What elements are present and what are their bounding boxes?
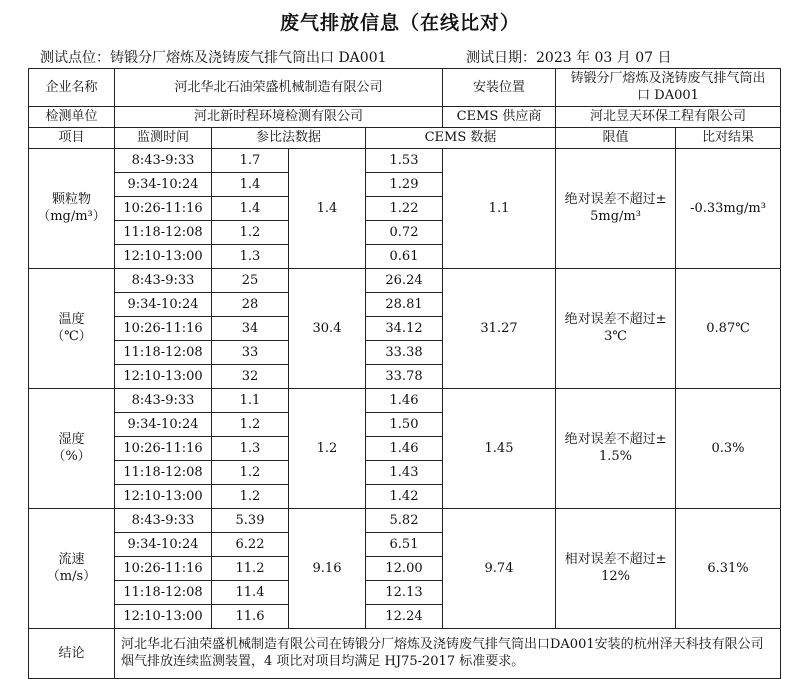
inspect-value: 河北新时程环境检测有限公司 [115, 107, 443, 128]
time-cell: 11:18-12:08 [115, 221, 212, 245]
item-name: 流速 [58, 552, 85, 568]
test-point-label: 测试点位： [40, 50, 110, 66]
ref-average: 1.4 [289, 149, 366, 269]
limit-cell [556, 269, 676, 389]
ref-value: 1.3 [212, 245, 289, 269]
ref-value: 28 [212, 293, 289, 317]
cems-value: 1.42 [366, 485, 443, 509]
measurement-row [29, 509, 781, 533]
measurement-row [29, 269, 781, 293]
limit-line-1: 绝对误差不超过± [564, 312, 667, 328]
ref-value: 33 [212, 341, 289, 365]
conclusion-label: 结论 [29, 629, 115, 679]
cems-value: 1.43 [366, 461, 443, 485]
measurement-row [29, 149, 781, 173]
company-value: 河北华北石油荣盛机械制造有限公司 [115, 69, 443, 107]
item-name: 温度 [58, 312, 85, 328]
item-unit: （℃） [51, 328, 92, 344]
ref-value: 1.2 [212, 413, 289, 437]
cems-value: 12.24 [366, 605, 443, 629]
ref-value: 1.4 [212, 173, 289, 197]
item-unit: （mg/m³） [37, 208, 106, 224]
header-result: 比对结果 [676, 128, 781, 149]
time-cell: 12:10-13:00 [115, 365, 212, 389]
item-cell [29, 509, 115, 629]
ref-value: 5.39 [212, 509, 289, 533]
item-cell [29, 269, 115, 389]
time-cell: 12:10-13:00 [115, 245, 212, 269]
ref-value: 34 [212, 317, 289, 341]
header-time: 监测时间 [115, 128, 212, 149]
ref-value: 11.6 [212, 605, 289, 629]
ref-value: 32 [212, 365, 289, 389]
ref-value: 1.3 [212, 437, 289, 461]
conclusion-row [29, 629, 781, 679]
cems-average: 1.45 [443, 389, 556, 509]
time-cell: 9:34-10:24 [115, 293, 212, 317]
measurement-row [29, 389, 781, 413]
cems-value: 33.78 [366, 365, 443, 389]
header-ref: 参比法数据 [212, 128, 366, 149]
ref-value: 11.2 [212, 557, 289, 581]
header-row [29, 128, 781, 149]
result-cell: 0.3% [676, 389, 781, 509]
ref-value: 1.7 [212, 149, 289, 173]
cems-supplier-value: 河北昱天环保工程有限公司 [556, 107, 781, 128]
time-cell: 10:26-11:16 [115, 317, 212, 341]
time-cell: 8:43-9:33 [115, 149, 212, 173]
item-cell [29, 389, 115, 509]
cems-value: 1.46 [366, 389, 443, 413]
time-cell: 11:18-12:08 [115, 341, 212, 365]
cems-value: 34.12 [366, 317, 443, 341]
result-cell: -0.33mg/m³ [676, 149, 781, 269]
cems-value: 1.29 [366, 173, 443, 197]
company-row [29, 69, 781, 107]
limit-line-1: 相对误差不超过± [564, 552, 667, 568]
test-date-label: 测试日期： [466, 50, 536, 66]
time-cell: 12:10-13:00 [115, 485, 212, 509]
limit-line-1: 绝对误差不超过± [564, 192, 667, 208]
header-limit: 限值 [556, 128, 676, 149]
install-value [556, 69, 781, 107]
limit-cell [556, 149, 676, 269]
cems-value: 0.61 [366, 245, 443, 269]
ref-value: 1.1 [212, 389, 289, 413]
cems-value: 1.53 [366, 149, 443, 173]
cems-average: 1.1 [443, 149, 556, 269]
limit-line-2: 1.5% [599, 448, 633, 464]
ref-average: 30.4 [289, 269, 366, 389]
result-cell: 0.87℃ [676, 269, 781, 389]
limit-line-2: 12% [601, 568, 630, 584]
cems-value: 12.13 [366, 581, 443, 605]
emission-table [28, 68, 781, 679]
item-unit: （m/s） [46, 568, 97, 584]
limit-cell [556, 389, 676, 509]
cems-value: 1.50 [366, 413, 443, 437]
item-name: 湿度 [58, 432, 85, 448]
test-point-value: 铸锻分厂熔炼及浇铸废气排气筒出口 DA001 [110, 50, 387, 66]
test-point [40, 47, 387, 67]
conclusion-text: 河北华北石油荣盛机械制造有限公司在铸锻分厂熔炼及浇铸废气排气筒出口DA001安装的杭州泽天科技有限公司烟气排放连续监测装置，4 项比对项目均满足 HJ75-2017 标准要求。 [115, 629, 781, 679]
limit-line-2: 5mg/m³ [590, 208, 641, 224]
install-value-line-1: 铸锻分厂熔炼及浇铸废气排气筒出 [570, 71, 766, 87]
time-cell: 9:34-10:24 [115, 533, 212, 557]
item-name: 颗粒物 [51, 192, 91, 208]
limit-line-1: 绝对误差不超过± [564, 432, 667, 448]
ref-value: 1.2 [212, 485, 289, 509]
ref-value: 1.2 [212, 221, 289, 245]
cems-value: 33.38 [366, 341, 443, 365]
header-item: 项目 [29, 128, 115, 149]
time-cell: 9:34-10:24 [115, 413, 212, 437]
time-cell: 8:43-9:33 [115, 509, 212, 533]
ref-value: 11.4 [212, 581, 289, 605]
limit-cell [556, 509, 676, 629]
time-cell: 10:26-11:16 [115, 557, 212, 581]
result-cell: 6.31% [676, 509, 781, 629]
item-cell [29, 149, 115, 269]
test-date [466, 47, 672, 67]
time-cell: 12:10-13:00 [115, 605, 212, 629]
install-label: 安装位置 [443, 69, 556, 107]
ref-average: 1.2 [289, 389, 366, 509]
install-value-line-2: 口 DA001 [637, 87, 699, 103]
item-unit: （%） [52, 448, 91, 464]
cems-value: 28.81 [366, 293, 443, 317]
ref-value: 1.4 [212, 197, 289, 221]
test-date-value: 2023 年 03 月 07 日 [536, 50, 672, 66]
ref-value: 6.22 [212, 533, 289, 557]
page-title: 废气排放信息（在线比对） [279, 12, 520, 34]
ref-average: 9.16 [289, 509, 366, 629]
cems-average: 31.27 [443, 269, 556, 389]
time-cell: 9:34-10:24 [115, 173, 212, 197]
limit-line-2: 3℃ [604, 328, 627, 344]
cems-value: 1.46 [366, 437, 443, 461]
cems-value: 5.82 [366, 509, 443, 533]
time-cell: 10:26-11:16 [115, 197, 212, 221]
time-cell: 10:26-11:16 [115, 437, 212, 461]
cems-value: 6.51 [366, 533, 443, 557]
header-cems: CEMS 数据 [366, 128, 556, 149]
time-cell: 11:18-12:08 [115, 581, 212, 605]
time-cell: 8:43-9:33 [115, 269, 212, 293]
cems-average: 9.74 [443, 509, 556, 629]
cems-value: 26.24 [366, 269, 443, 293]
cems-value: 1.22 [366, 197, 443, 221]
cems-value: 0.72 [366, 221, 443, 245]
ref-value: 1.2 [212, 461, 289, 485]
inspect-label: 检测单位 [29, 107, 115, 128]
cems-supplier-label: CEMS 供应商 [443, 107, 556, 128]
cems-value: 12.00 [366, 557, 443, 581]
ref-value: 25 [212, 269, 289, 293]
inspect-row [29, 107, 781, 128]
company-label: 企业名称 [29, 69, 115, 107]
time-cell: 8:43-9:33 [115, 389, 212, 413]
time-cell: 11:18-12:08 [115, 461, 212, 485]
